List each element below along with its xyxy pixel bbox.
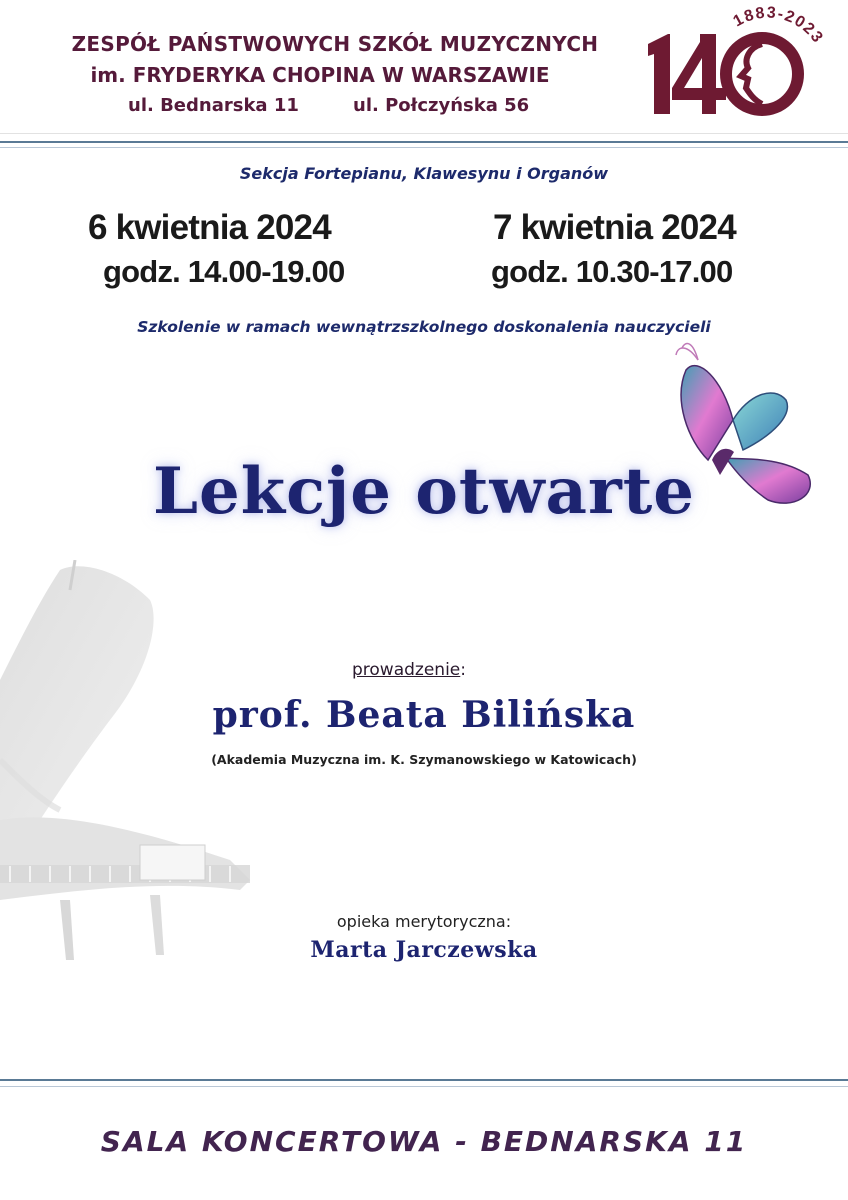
- anniversary-140-logo: [640, 4, 840, 126]
- time-1: godz. 14.00-19.00: [103, 254, 345, 289]
- care-name: Marta Jarczewska: [310, 937, 538, 963]
- footer-rule-light: [0, 1086, 848, 1087]
- chopin-profile-icon: [741, 44, 762, 104]
- address-bednarska: ul. Bednarska 11: [128, 95, 299, 116]
- school-name-line1: ZESPÓŁ PAŃSTWOWYCH SZKÓŁ MUZYCZNYCH: [71, 32, 599, 56]
- logo-years: 1883-2023: [730, 4, 827, 47]
- date-2: 7 kwietnia 2024: [493, 208, 736, 247]
- training-subtitle: Szkolenie w ramach wewnątrzszkolnego doskonalenia nauczycieli: [137, 318, 711, 336]
- school-name-line2: im. FRYDERYKA CHOPINA W WARSZAWIE: [90, 63, 550, 87]
- lead-label-text: prowadzenie: [352, 660, 461, 680]
- time-2: godz. 10.30-17.00: [491, 254, 733, 289]
- care-label: opieka merytoryczna:: [336, 912, 512, 931]
- address-polczynska: ul. Połczyńska 56: [353, 95, 530, 116]
- venue-footer: SALA KONCERTOWA - BEDNARSKA 11: [100, 1125, 748, 1158]
- section-name: Sekcja Fortepianu, Klawesynu i Organów: [239, 164, 609, 183]
- header-rule: [0, 141, 848, 143]
- footer-rule: [0, 1079, 848, 1081]
- lead-affiliation: (Akademia Muzyczna im. K. Szymanowskiego w Katowicach): [211, 752, 637, 767]
- lead-name: prof. Beata Bilińska: [212, 694, 636, 736]
- logo-digit-1: [648, 34, 670, 114]
- header-rule-light: [0, 147, 848, 148]
- event-title: Lekcje otwarte: [153, 454, 695, 529]
- lead-label-colon: :: [460, 660, 466, 680]
- lead-label: [352, 660, 466, 680]
- date-1: 6 kwietnia 2024: [88, 208, 331, 247]
- header-rule-thin: [0, 133, 848, 134]
- logo-digit-0: [726, 38, 798, 110]
